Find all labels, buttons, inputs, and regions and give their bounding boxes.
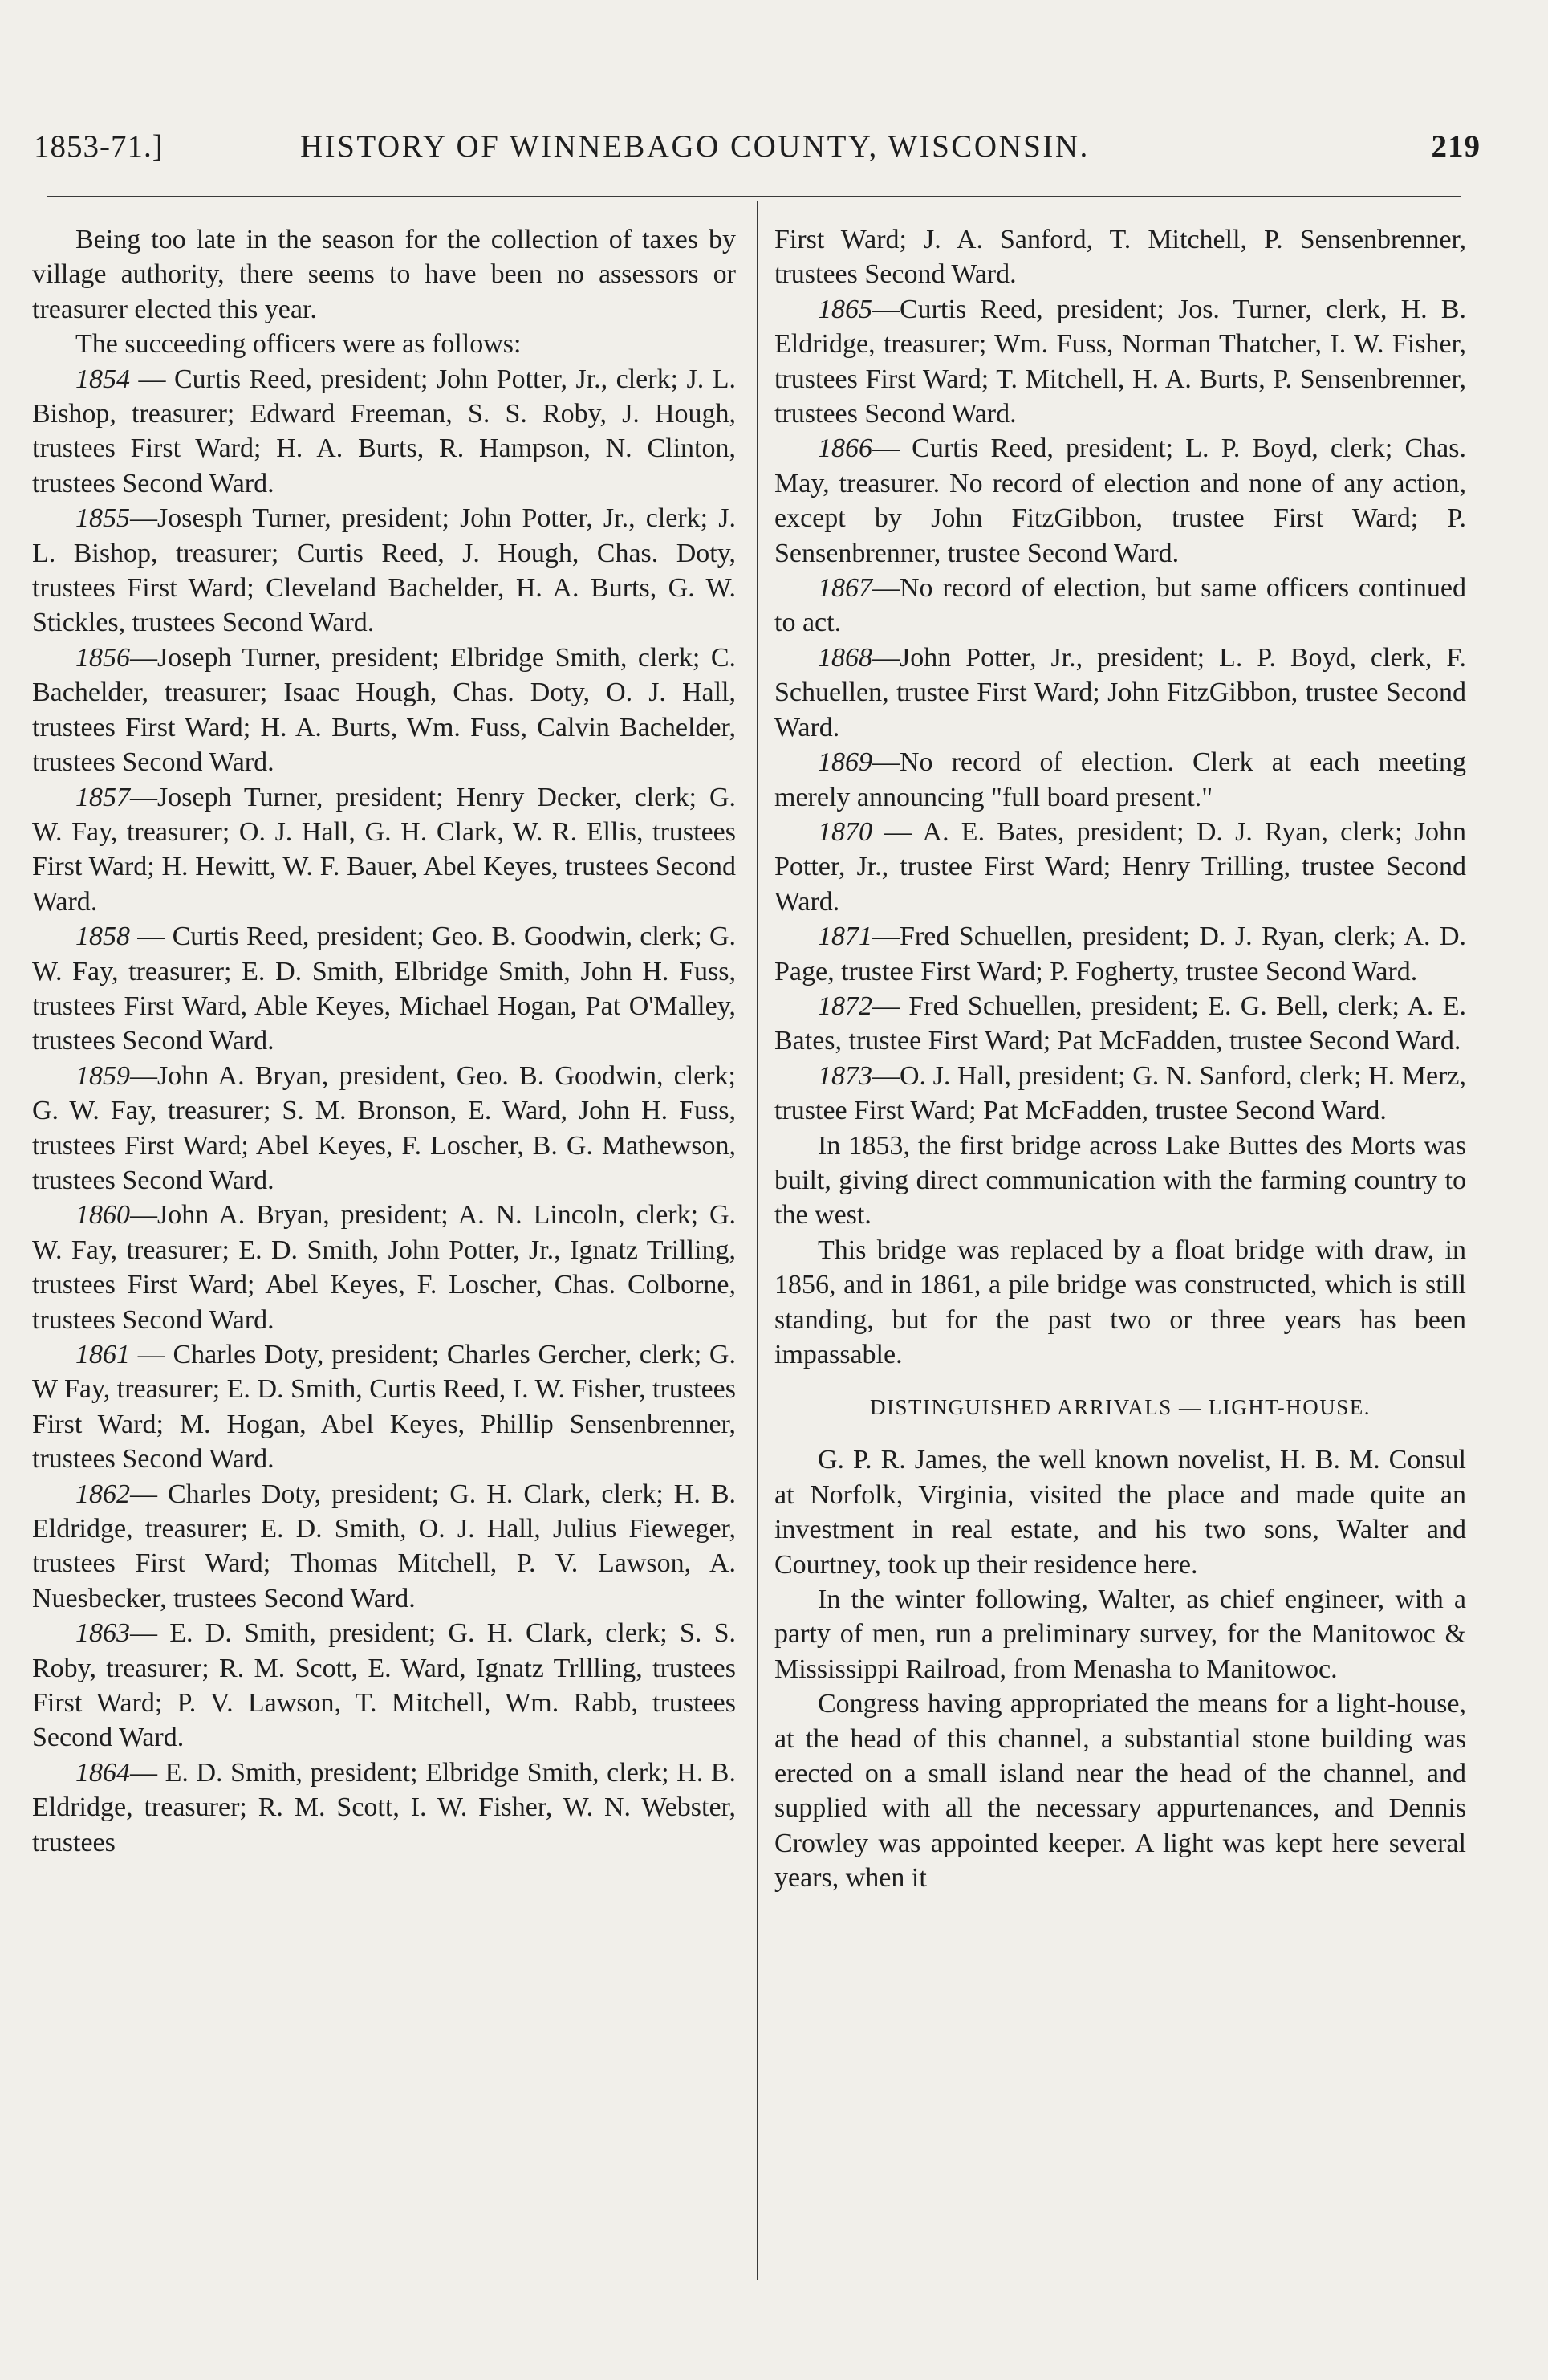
entry-year: 1871 (818, 921, 872, 952)
entry-year: 1860 (75, 1200, 130, 1231)
entry-year: 1872 (818, 991, 872, 1021)
officer-entry-1860 (32, 1198, 736, 1337)
page-number: 219 (1431, 129, 1481, 164)
entry-text: —Curtis Reed, president; Jos. Turner, clerk, H. B. Eldridge, treasurer; Wm. Fuss, Norman Thatcher, I. W. Fisher, trustees First Ward; T. Mitchell, H. A. Burts, P. Sensenbrenner, trustees Second Ward. (774, 294, 1466, 429)
entry-text: —John A. Bryan, president; A. N. Lincoln, clerk; G. W. Fay, treasurer; E. D. Smith, John Potter, Jr., Ignatz Trilling, trustees First Ward; Abel Keyes, F. Loscher, Chas. Colborne, trustees Second Ward. (32, 1200, 736, 1335)
header-year-range: 1853-71.] (34, 129, 164, 164)
officer-entry-1864 (32, 1756, 736, 1860)
entry-text: —John A. Bryan, president, Geo. B. Goodwin, clerk; G. W. Fay, treasurer; S. M. Bronson, E. Ward, John H. Fuss, trustees First Ward; Abel Keyes, F. Loscher, B. G. Mathewson, trustees Second Ward. (32, 1060, 736, 1195)
entry-year: 1873 (818, 1060, 872, 1091)
entry-year: 1854 (75, 364, 130, 394)
officer-entry-1865 (774, 292, 1466, 432)
continued-entry-1864: First Ward; J. A. Sanford, T. Mitchell, P. Sensenbrenner, trustees Second Ward. (774, 225, 1466, 290)
entry-year: 1857 (75, 782, 130, 812)
entry-year: 1864 (75, 1757, 130, 1788)
entry-text: — Fred Schuellen, president; E. G. Bell, clerk; A. E. Bates, trustee First Ward; Pat McFadden, trustee Second Ward. (774, 991, 1466, 1056)
page-header (34, 128, 1481, 169)
succeeding-officers-paragraph: The succeeding officers were as follows: (75, 329, 522, 360)
arrivals-paragraph-james: G. P. R. James, the well known novelist, H. B. M. Consul at Norfolk, Virginia, visited the place and made quite an investment in real estate, and his two sons, Walter and Courtney, took up their residence here. (774, 1445, 1466, 1580)
entry-text: —O. J. Hall, president; G. N. Sanford, clerk; H. Merz, trustee First Ward; Pat McFadden, trustee Second Ward. (774, 1060, 1466, 1126)
entry-year: 1856 (75, 642, 130, 673)
entry-year: 1868 (818, 642, 872, 673)
intro-paragraph: Being too late in the season for the collection of taxes by village authority, there seems to have been no assessors or treasurer elected this year. (32, 225, 736, 324)
entry-text: —John Potter, Jr., president; L. P. Boyd, clerk, F. Schuellen, trustee First Ward; John FitzGibbon, trustee Second Ward. (774, 642, 1466, 742)
entry-year: 1855 (75, 503, 130, 534)
entry-text: — E. D. Smith, president; G. H. Clark, clerk; S. S. Roby, treasurer; R. M. Scott, E. Ward, Ignatz Trllling, trustees First Ward; P. V. Lawson, T. Mitchell, Wm. Rabb, trustees Second Ward. (32, 1618, 736, 1753)
bridge-paragraph-1853: In 1853, the first bridge across Lake Buttes des Morts was built, giving direct communication with the farming country to the west. (774, 1130, 1466, 1231)
entry-text: — E. D. Smith, president; Elbridge Smith, clerk; H. B. Eldridge, treasurer; R. M. Scott, I. W. Fisher, W. N. Webster, trustees (32, 1757, 736, 1857)
section-heading: DISTINGUISHED ARRIVALS — LIGHT-HOUSE. (869, 1395, 1371, 1420)
entry-text: — Curtis Reed, president; John Potter, Jr., clerk; J. L. Bishop, treasurer; Edward Freeman, S. S. Roby, J. Hough, trustees First Ward; H. A. Burts, R. Hampson, N. Clinton, trustees Second Ward. (32, 364, 736, 498)
officer-entry-1870 (774, 815, 1466, 919)
officer-entry-1854 (32, 362, 736, 502)
officer-entry-1855 (32, 501, 736, 641)
officer-entry-1859 (32, 1059, 736, 1198)
officer-entry-1856 (32, 641, 736, 780)
entry-year: 1869 (818, 747, 872, 778)
right-column (774, 222, 1466, 1896)
entry-text: —Joseph Turner, president; Elbridge Smith, clerk; C. Bachelder, treasurer; Isaac Hough, Chas. Doty, O. J. Hall, trustees First Ward; H. A. Burts, Wm. Fuss, Calvin Bachelder, trustees Second Ward. (32, 642, 736, 778)
running-title: HISTORY OF WINNEBAGO COUNTY, WISCONSIN. (300, 129, 1090, 164)
officer-entry-1857 (32, 780, 736, 920)
entry-text: —No record of election, but same officers continued to act. (774, 573, 1466, 638)
officer-entry-1869 (774, 745, 1466, 815)
officer-entry-1867 (774, 571, 1466, 641)
entry-year: 1862 (75, 1479, 130, 1509)
entry-year: 1861 (75, 1340, 130, 1369)
officer-entry-1868 (774, 641, 1466, 745)
entry-text: —No record of election. Clerk at each meeting merely announcing "full board present." (774, 747, 1466, 812)
entry-text: — Curtis Reed, president; L. P. Boyd, clerk; Chas. May, treasurer. No record of election and none of any action, except by John FitzGibbon, trustee First Ward; P. Sensenbrenner, trustee Second Ward. (774, 433, 1466, 568)
entry-text: — Charles Doty, president; Charles Gercher, clerk; G. W Fay, treasurer; E. D. Smith, Curtis Reed, I. W. Fisher, trustees First Ward; M. Hogan, Abel Keyes, Phillip Sensenbrenner, trustees Second Ward. (32, 1340, 736, 1475)
column-divider (757, 201, 758, 2280)
entry-year: 1865 (818, 294, 872, 324)
lighthouse-paragraph: Congress having appropriated the means for a light-house, at the head of this channel, a substantial stone building was erected on a small island near the head of the channel, and supplied with all the necessary appurtenances, and Dennis Crowley was appointed keeper. A light was kept here several years, when it (774, 1689, 1466, 1894)
officer-entry-1863 (32, 1616, 736, 1756)
entry-text: — Curtis Reed, president; Geo. B. Goodwin, clerk; G. W. Fay, treasurer; E. D. Smith, Elbridge Smith, John H. Fuss, trustees First Ward, Able Keyes, Michael Hogan, Pat O'Malley, trustees Second Ward. (32, 921, 736, 1056)
entry-year: 1858 (75, 921, 130, 952)
entry-text: —Fred Schuellen, president; D. J. Ryan, clerk; A. D. Page, trustee First Ward; P. Fogherty, trustee Second Ward. (774, 921, 1466, 987)
officer-entry-1862 (32, 1477, 736, 1617)
entry-text: —Josesph Turner, president; John Potter, Jr., clerk; J. L. Bishop, treasurer; Curtis Reed, J. Hough, Chas. Doty, trustees First Ward; Cleveland Bachelder, H. A. Burts, G. W. Stickles, trustees Second Ward. (32, 503, 736, 638)
officer-entry-1861 (32, 1337, 736, 1477)
entry-year: 1863 (75, 1618, 130, 1649)
header-rule (47, 196, 1461, 197)
entry-year: 1859 (75, 1060, 130, 1091)
entry-text: — Charles Doty, president; G. H. Clark, clerk; H. B. Eldridge, treasurer; E. D. Smith, O. J. Hall, Julius Fieweger, trustees First Ward; Thomas Mitchell, P. V. Lawson, A. Nuesbecker, trustees Second Ward. (32, 1479, 736, 1613)
officer-entry-1871 (774, 919, 1466, 989)
entry-text: —Joseph Turner, president; Henry Decker, clerk; G. W. Fay, treasurer; O. J. Hall, G. H. Clark, W. R. Ellis, trustees First Ward; H. Hewitt, W. F. Bauer, Abel Keyes, trustees Second Ward. (32, 782, 736, 917)
officer-entry-1866 (774, 431, 1466, 571)
bridge-paragraph-replacement: This bridge was replaced by a float bridge with draw, in 1856, and in 1861, a pile bridge was constructed, which is still standing, but for the past two or three years has been impassable. (774, 1235, 1466, 1369)
officer-entry-1873 (774, 1059, 1466, 1129)
entry-year: 1867 (818, 573, 872, 604)
entry-text: — A. E. Bates, president; D. J. Ryan, clerk; John Potter, Jr., trustee First Ward; Henry Trilling, trustee Second Ward. (774, 816, 1466, 917)
officer-entry-1872 (774, 989, 1466, 1059)
officer-entry-1858 (32, 919, 736, 1059)
left-column (32, 222, 736, 1860)
entry-year: 1870 (818, 816, 872, 847)
arrivals-paragraph-survey: In the winter following, Walter, as chief engineer, with a party of men, run a preliminary survey, for the Manitowoc & Mississippi Railroad, from Menasha to Manitowoc. (774, 1585, 1466, 1684)
entry-year: 1866 (818, 433, 872, 464)
